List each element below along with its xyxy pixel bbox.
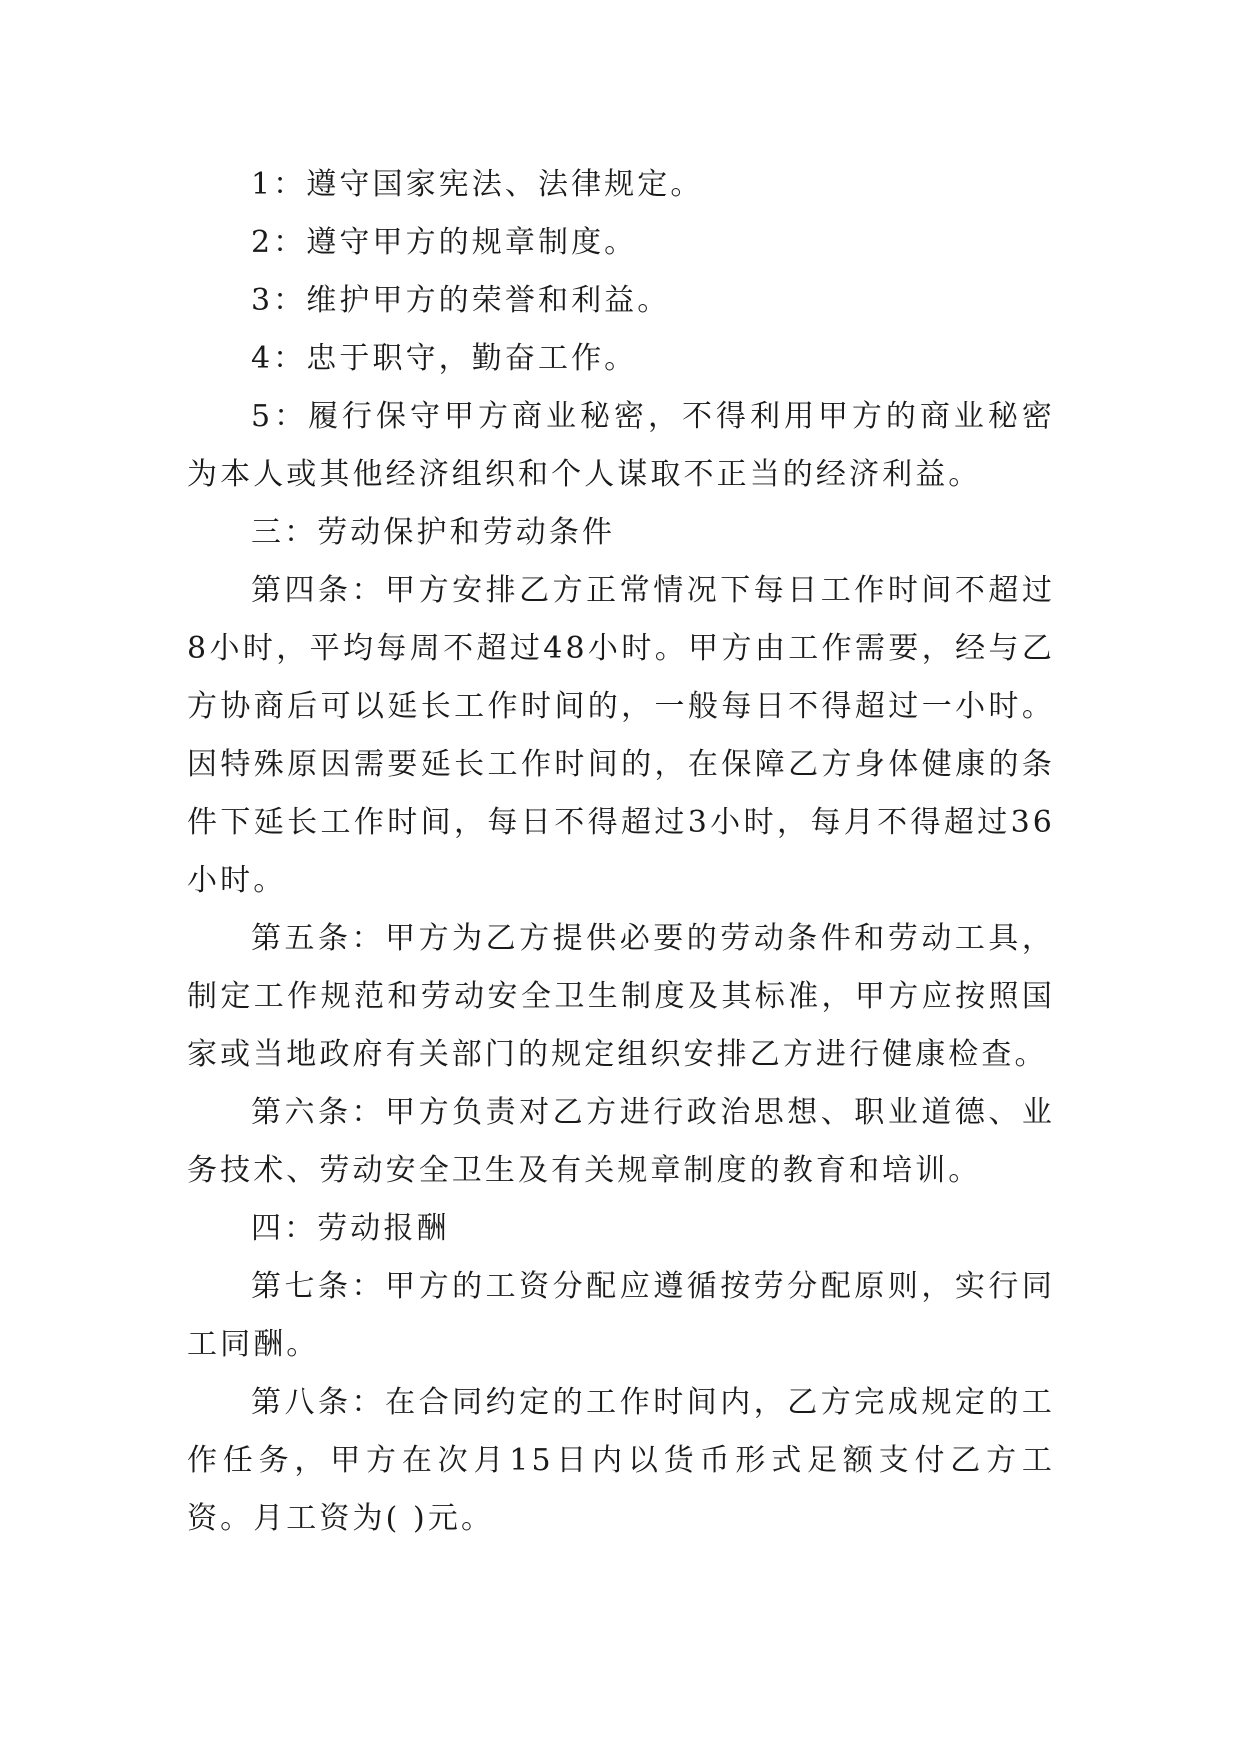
section-heading-labor-protection: 三：劳动保护和劳动条件 (251, 515, 616, 550)
article-6: 第六条：甲方负责对乙方进行政治思想、职业道德、业务技术、劳动安全卫生及有关规章制度的教育和培训。 (187, 1095, 1055, 1188)
article-8: 第八条：在合同约定的工作时间内，乙方完成规定的工作任务，甲方在次月15日内以货币形式足额支付乙方工资。月工资为( )元。 (187, 1385, 1055, 1536)
document-body (187, 156, 1055, 1548)
paragraph-duty-4: 4：忠于职守，勤奋工作。 (251, 341, 638, 376)
paragraph-duty-2: 2：遵守甲方的规章制度。 (251, 225, 638, 260)
paragraph-duty-3: 3：维护甲方的荣誉和利益。 (251, 283, 671, 318)
paragraph-duty-5: 5：履行保守甲方商业秘密，不得利用甲方的商业秘密为本人或其他经济组织和个人谋取不正当的经济利益。 (187, 399, 1055, 492)
article-4: 第四条：甲方安排乙方正常情况下每日工作时间不超过8小时，平均每周不超过48小时。甲方由工作需要，经与乙方协商后可以延长工作时间的，一般每日不得超过一小时。因特殊原因需要延长工作时间的，在保障乙方身体健康的条件下延长工作时间，每日不得超过3小时，每月不得超过36小时。 (187, 573, 1055, 898)
section-heading-labor-remuneration: 四：劳动报酬 (251, 1211, 450, 1246)
paragraph-duty-1: 1：遵守国家宪法、法律规定。 (251, 167, 704, 202)
article-5: 第五条：甲方为乙方提供必要的劳动条件和劳动工具，制定工作规范和劳动安全卫生制度及其标准，甲方应按照国家或当地政府有关部门的规定组织安排乙方进行健康检查。 (187, 921, 1055, 1072)
article-7: 第七条：甲方的工资分配应遵循按劳分配原则，实行同工同酬。 (187, 1269, 1055, 1362)
